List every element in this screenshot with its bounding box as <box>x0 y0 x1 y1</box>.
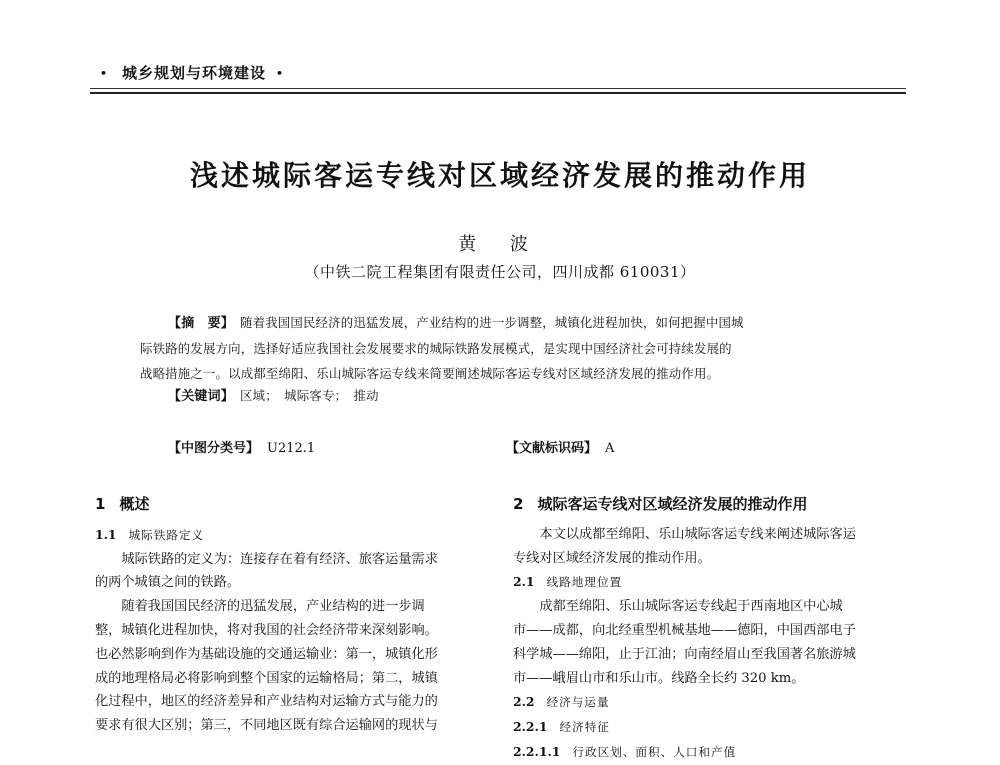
section-2-2-heading <box>513 690 905 715</box>
paragraph-1-line-2: 的两个城镇之间的铁路。 <box>95 575 241 591</box>
keywords-line <box>168 386 884 407</box>
section-2-2-1-1-heading <box>513 740 905 765</box>
abstract-line-2: 际铁路的发展方向，选择好适应我国社会发展要求的城际铁路发展模式，是实现中国经济社会可持续发展的 <box>140 341 732 356</box>
section-2-2-1-1-number: 2.2.1.1 <box>513 743 561 759</box>
section-2-number: 2 <box>513 495 524 513</box>
running-head <box>100 62 284 83</box>
section-1-1-number: 1.1 <box>95 526 117 542</box>
running-head-mark-right: • <box>276 67 285 80</box>
section-2-2-title: 经济与运量 <box>546 695 610 710</box>
section-2-title: 城际客运专线对区域经济发展的推动作用 <box>537 495 808 513</box>
abstract-label: 【摘 要】 <box>168 316 235 331</box>
classification-label: 【中图分类号】 <box>168 441 260 456</box>
section-2-2-1-number: 2.2.1 <box>513 719 548 735</box>
abstract-text-1: 随着我国国民经济的迅猛发展，产业结构的进一步调整，城镇化进程加快，如何把握中国城 <box>240 315 744 330</box>
section-2-1-line-4: 市——峨眉山市和乐山市。线路全长约 320 km。 <box>513 670 805 686</box>
section-2-1-heading <box>513 570 905 595</box>
running-head-mark-left: • <box>100 67 109 80</box>
author-affiliation: （中铁二院工程集团有限责任公司，四川成都 610031） <box>304 263 696 281</box>
section-2-2-1-1-title: 行政区划、面积、人口和产值 <box>572 744 737 759</box>
section-1-heading <box>95 493 487 517</box>
paragraph-2-line-5: 化过程中，地区的经济差异和产业结构对运输方式与能力的 <box>95 694 438 710</box>
section-2-2-1-heading <box>513 715 905 740</box>
section-1-1-heading <box>95 523 487 548</box>
section-2-1-number: 2.1 <box>513 574 535 590</box>
header-rule-thin <box>90 88 906 89</box>
classification-value: U212.1 <box>267 441 316 456</box>
section-2-2-1-title: 经济特征 <box>559 720 610 735</box>
section-1-number: 1 <box>95 495 106 513</box>
section-2-heading <box>513 493 905 517</box>
section-2-2-number: 2.2 <box>513 694 535 710</box>
section-2-1-line-3: 科学城——绵阳，止于江油；向南经眉山至我国著名旅游城 <box>513 646 856 662</box>
section-1-1-title: 城际铁路定义 <box>128 527 205 542</box>
paragraph-2-line-4: 成的地理格局必将影响到整个国家的运输格局；第二，城镇 <box>95 670 438 686</box>
right-column <box>513 493 905 765</box>
paragraph-2-line-6: 要求有很大区别；第三，不同地区既有综合运输网的现状与 <box>95 718 438 734</box>
section-2-1-title: 线路地理位置 <box>546 575 623 590</box>
section-1-title: 概述 <box>119 495 150 513</box>
paragraph-2-line-2: 整，城镇化进程加快，将对我国的社会经济带来深刻影响。 <box>95 622 438 638</box>
document-code <box>506 437 614 456</box>
document-code-value: A <box>605 441 615 456</box>
paragraph-2-line-1: 随着我国国民经济的迅猛发展，产业结构的进一步调 <box>121 599 425 615</box>
abstract-line-3: 战略措施之一。以成都至绵阳、乐山城际客运专线来简要阐述城际客运专线对区域经济发展的推动作用。 <box>140 366 720 381</box>
author-name: 黄 波 <box>458 234 542 255</box>
keywords-text: 区域； 城际客专； 推动 <box>240 388 379 403</box>
section-2-intro-line-2: 专线对区域经济发展的推动作用。 <box>513 550 711 566</box>
abstract-line-1 <box>168 313 884 334</box>
section-2-1-line-1: 成都至绵阳、乐山城际客运专线起于西南地区中心城 <box>539 599 843 615</box>
paragraph-2-line-3: 也必然影响到作为基础设施的交通运输业：第一，城镇化形 <box>95 646 438 662</box>
document-code-label: 【文献标识码】 <box>506 441 598 456</box>
section-2-1-line-2: 市——成都，向北经重型机械基地——德阳，中国西部电子 <box>513 622 856 638</box>
paragraph-1-line-1: 城际铁路的定义为：连接存在着有经济、旅客运量需求 <box>121 551 438 567</box>
paper-title: 浅述城际客运专线对区域经济发展的推动作用 <box>189 159 810 192</box>
section-2-intro-line-1: 本文以成都至绵阳、乐山城际客运专线来阐述城际客运 <box>539 526 856 542</box>
classification <box>168 437 315 456</box>
left-column <box>95 493 487 738</box>
running-head-section: 城乡规划与环境建设 <box>122 64 267 82</box>
header-rule-thick <box>90 92 906 94</box>
keywords-label: 【关键词】 <box>168 389 235 404</box>
